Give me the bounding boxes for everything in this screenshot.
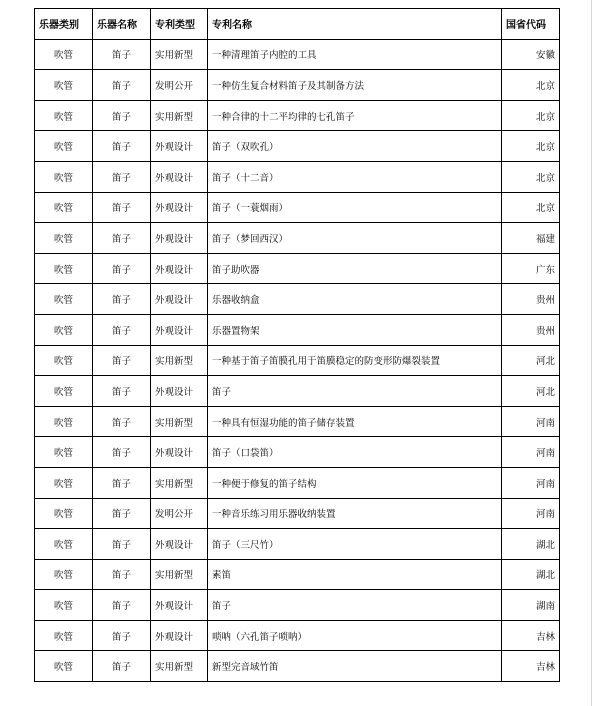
cell-patent-type: 外观设计 (151, 161, 208, 192)
cell-province: 北京 (502, 131, 560, 162)
cell-category: 吹管 (35, 498, 93, 529)
cell-instrument: 笛子 (93, 161, 151, 192)
cell-patent-type: 外观设计 (151, 376, 208, 407)
header-category: 乐器类别 (35, 9, 93, 40)
cell-category: 吹管 (35, 39, 93, 70)
cell-instrument: 笛子 (93, 192, 151, 223)
cell-province: 北京 (502, 100, 560, 131)
cell-instrument: 笛子 (93, 620, 151, 651)
table-row (35, 161, 560, 192)
table-row (35, 437, 560, 468)
cell-category: 吹管 (35, 100, 93, 131)
cell-instrument: 笛子 (93, 406, 151, 437)
cell-patent-name: 新型完音域竹笛 (208, 651, 502, 682)
cell-patent-type: 外观设计 (151, 223, 208, 254)
cell-instrument: 笛子 (93, 467, 151, 498)
table-row (35, 376, 560, 407)
cell-instrument: 笛子 (93, 39, 151, 70)
cell-category: 吹管 (35, 559, 93, 590)
cell-category: 吹管 (35, 314, 93, 345)
cell-province: 吉林 (502, 620, 560, 651)
cell-category: 吹管 (35, 161, 93, 192)
cell-province: 河北 (502, 376, 560, 407)
cell-patent-name: 素笛 (208, 559, 502, 590)
cell-patent-name: 一种仿生复合材料笛子及其制备方法 (208, 70, 502, 101)
cell-patent-name: 笛子助吹器 (208, 253, 502, 284)
cell-category: 吹管 (35, 253, 93, 284)
cell-category: 吹管 (35, 376, 93, 407)
cell-instrument: 笛子 (93, 651, 151, 682)
table-row (35, 467, 560, 498)
cell-instrument: 笛子 (93, 100, 151, 131)
cell-instrument: 笛子 (93, 131, 151, 162)
cell-instrument: 笛子 (93, 498, 151, 529)
cell-instrument: 笛子 (93, 559, 151, 590)
cell-patent-name: 乐器置物架 (208, 314, 502, 345)
cell-patent-type: 外观设计 (151, 590, 208, 621)
cell-province: 贵州 (502, 314, 560, 345)
table-row (35, 131, 560, 162)
cell-patent-type: 外观设计 (151, 437, 208, 468)
cell-patent-type: 实用新型 (151, 651, 208, 682)
cell-province: 湖北 (502, 559, 560, 590)
table-row (35, 70, 560, 101)
cell-patent-name: 笛子 (208, 376, 502, 407)
header-province: 国省代码 (502, 9, 560, 40)
cell-instrument: 笛子 (93, 345, 151, 376)
cell-province: 河北 (502, 345, 560, 376)
cell-patent-name: 乐器收纳盒 (208, 284, 502, 315)
cell-category: 吹管 (35, 590, 93, 621)
cell-patent-name: 一种具有恒湿功能的笛子储存装置 (208, 406, 502, 437)
table-row (35, 651, 560, 682)
cell-patent-type: 外观设计 (151, 314, 208, 345)
cell-patent-type: 发明公开 (151, 70, 208, 101)
cell-patent-type: 实用新型 (151, 39, 208, 70)
cell-patent-type: 实用新型 (151, 559, 208, 590)
cell-patent-type: 外观设计 (151, 131, 208, 162)
cell-category: 吹管 (35, 192, 93, 223)
cell-category: 吹管 (35, 223, 93, 254)
cell-province: 吉林 (502, 651, 560, 682)
cell-category: 吹管 (35, 437, 93, 468)
cell-patent-name: 一种合律的十二平均律的七孔笛子 (208, 100, 502, 131)
table-row (35, 529, 560, 560)
table-row (35, 559, 560, 590)
cell-patent-type: 实用新型 (151, 467, 208, 498)
cell-category: 吹管 (35, 406, 93, 437)
cell-patent-name: 一种基于笛子笛膜孔用于笛膜稳定的防变形防爆裂装置 (208, 345, 502, 376)
cell-category: 吹管 (35, 131, 93, 162)
cell-instrument: 笛子 (93, 590, 151, 621)
table-row (35, 100, 560, 131)
cell-patent-name: 一种便于修复的笛子结构 (208, 467, 502, 498)
cell-patent-type: 发明公开 (151, 498, 208, 529)
cell-province: 贵州 (502, 284, 560, 315)
cell-category: 吹管 (35, 651, 93, 682)
cell-instrument: 笛子 (93, 70, 151, 101)
cell-category: 吹管 (35, 529, 93, 560)
table-row (35, 498, 560, 529)
cell-instrument: 笛子 (93, 437, 151, 468)
table-header (35, 9, 560, 40)
cell-patent-type: 外观设计 (151, 253, 208, 284)
cell-instrument: 笛子 (93, 253, 151, 284)
cell-category: 吹管 (35, 620, 93, 651)
table-row (35, 192, 560, 223)
header-instrument: 乐器名称 (93, 9, 151, 40)
cell-patent-name: 笛子（一蓑烟雨） (208, 192, 502, 223)
cell-category: 吹管 (35, 284, 93, 315)
table-body (35, 39, 560, 681)
cell-province: 河南 (502, 437, 560, 468)
table-row (35, 284, 560, 315)
cell-instrument: 笛子 (93, 223, 151, 254)
cell-patent-name: 笛子（十二音） (208, 161, 502, 192)
cell-province: 河南 (502, 498, 560, 529)
header-row (35, 9, 560, 40)
table-row (35, 345, 560, 376)
cell-patent-name: 一种清理笛子内腔的工具 (208, 39, 502, 70)
cell-instrument: 笛子 (93, 284, 151, 315)
header-patent-type: 专利类型 (151, 9, 208, 40)
cell-patent-type: 实用新型 (151, 406, 208, 437)
cell-patent-type: 外观设计 (151, 192, 208, 223)
cell-patent-type: 外观设计 (151, 620, 208, 651)
cell-province: 河南 (502, 467, 560, 498)
cell-instrument: 笛子 (93, 376, 151, 407)
cell-instrument: 笛子 (93, 529, 151, 560)
cell-province: 北京 (502, 70, 560, 101)
cell-patent-name: 笛子（梦回西汉） (208, 223, 502, 254)
table-row (35, 406, 560, 437)
cell-patent-name: 唢呐（六孔笛子唢呐） (208, 620, 502, 651)
table-row (35, 620, 560, 651)
cell-patent-type: 实用新型 (151, 100, 208, 131)
cell-province: 福建 (502, 223, 560, 254)
cell-patent-name: 笛子 (208, 590, 502, 621)
cell-province: 广东 (502, 253, 560, 284)
table-row (35, 223, 560, 254)
cell-province: 湖北 (502, 529, 560, 560)
cell-instrument: 笛子 (93, 314, 151, 345)
cell-category: 吹管 (35, 70, 93, 101)
table-row (35, 253, 560, 284)
cell-province: 河南 (502, 406, 560, 437)
table-row (35, 590, 560, 621)
cell-province: 湖南 (502, 590, 560, 621)
cell-patent-type: 实用新型 (151, 345, 208, 376)
cell-province: 北京 (502, 161, 560, 192)
cell-province: 北京 (502, 192, 560, 223)
cell-patent-name: 笛子（口袋笛） (208, 437, 502, 468)
table-row (35, 39, 560, 70)
cell-category: 吹管 (35, 345, 93, 376)
header-patent-name: 专利名称 (208, 9, 502, 40)
cell-patent-type: 外观设计 (151, 284, 208, 315)
cell-patent-name: 笛子（三尺竹） (208, 529, 502, 560)
table-row (35, 314, 560, 345)
cell-category: 吹管 (35, 467, 93, 498)
cell-province: 安徽 (502, 39, 560, 70)
cell-patent-type: 外观设计 (151, 529, 208, 560)
cell-patent-name: 笛子（双吹孔） (208, 131, 502, 162)
patent-table (34, 8, 560, 682)
cell-patent-name: 一种音乐练习用乐器收纳装置 (208, 498, 502, 529)
